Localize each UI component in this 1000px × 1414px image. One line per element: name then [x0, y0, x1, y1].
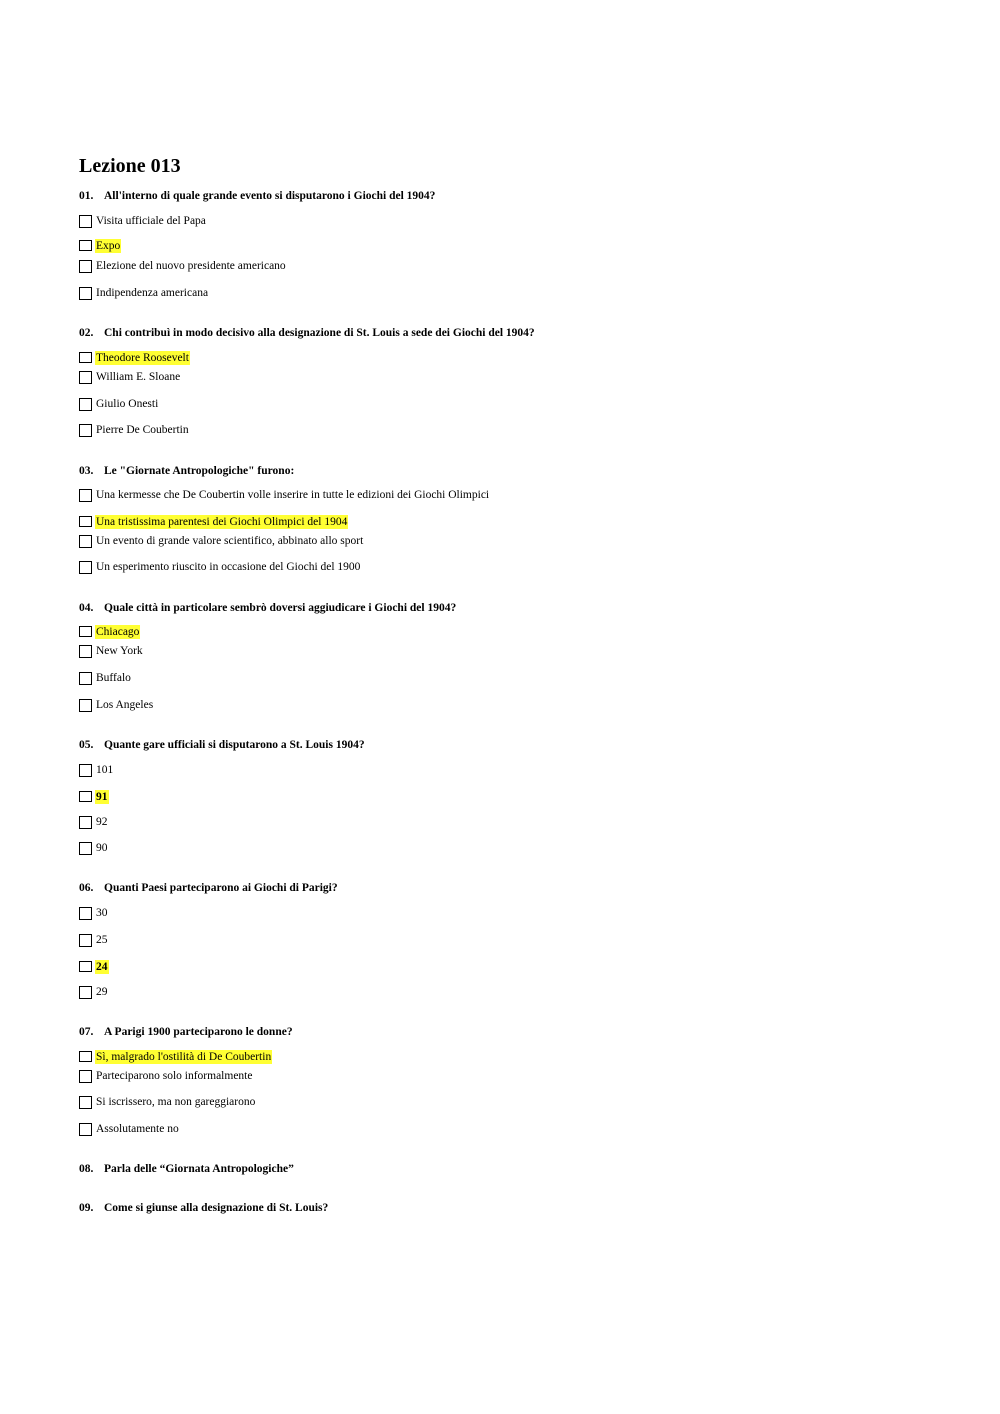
answer-option-correct[interactable] — [79, 960, 109, 976]
checkbox[interactable] — [79, 791, 92, 802]
option-label: 25 — [96, 934, 108, 946]
checkbox[interactable] — [79, 371, 92, 384]
option-label: Los Angeles — [96, 699, 154, 711]
checkbox[interactable] — [79, 961, 92, 972]
option-label: Theodore Roosevelt — [96, 352, 189, 364]
option-label: Indipendenza americana — [96, 287, 209, 299]
question-number: 05. — [79, 739, 94, 751]
question-text: Come si giunse alla designazione di St. Louis? — [104, 1202, 329, 1214]
question-06 — [79, 881, 338, 895]
option-label: Expo — [96, 240, 121, 252]
answer-option-correct[interactable] — [79, 515, 348, 531]
option-label: Buffalo — [96, 672, 131, 684]
checkbox[interactable] — [79, 516, 92, 527]
checkbox[interactable] — [79, 240, 92, 251]
checkbox[interactable] — [79, 764, 92, 777]
checkbox[interactable] — [79, 816, 92, 829]
answer-option[interactable] — [79, 985, 109, 1001]
question-05 — [79, 738, 365, 752]
page-title: Lezione 013 — [79, 155, 181, 177]
answer-option[interactable] — [79, 698, 154, 714]
answer-option[interactable] — [79, 906, 109, 922]
option-label: New York — [96, 645, 143, 657]
answer-option[interactable] — [79, 488, 490, 504]
option-label: Sì, malgrado l'ostilità di De Coubertin — [96, 1051, 272, 1063]
option-label: 30 — [96, 907, 108, 919]
checkbox[interactable] — [79, 489, 92, 502]
checkbox[interactable] — [79, 934, 92, 947]
answer-option[interactable] — [79, 370, 181, 386]
answer-option[interactable] — [79, 534, 364, 550]
option-label: Assolutamente no — [96, 1123, 179, 1135]
checkbox[interactable] — [79, 907, 92, 920]
question-number: 08. — [79, 1163, 94, 1175]
answer-option[interactable] — [79, 815, 109, 831]
question-text: Chi contribuì in modo decisivo alla designazione di St. Louis a sede dei Giochi del 1904? — [104, 327, 535, 339]
answer-option[interactable] — [79, 286, 209, 302]
checkbox[interactable] — [79, 842, 92, 855]
answer-option[interactable] — [79, 1069, 253, 1085]
answer-option-correct[interactable] — [79, 239, 121, 255]
option-label: Un esperimento riuscito in occasione del Giochi del 1900 — [96, 561, 361, 573]
question-number: 07. — [79, 1026, 94, 1038]
question-text: A Parigi 1900 parteciparono le donne? — [104, 1026, 293, 1038]
checkbox[interactable] — [79, 1096, 92, 1109]
option-label: Parteciparono solo informalmente — [96, 1070, 253, 1082]
answer-option[interactable] — [79, 671, 132, 687]
option-label: 91 — [96, 791, 108, 803]
option-label: 92 — [96, 816, 108, 828]
answer-option[interactable] — [79, 259, 287, 275]
answer-option[interactable] — [79, 560, 361, 576]
answer-option[interactable] — [79, 423, 190, 439]
checkbox[interactable] — [79, 672, 92, 685]
answer-option[interactable] — [79, 841, 109, 857]
option-label: Pierre De Coubertin — [96, 424, 189, 436]
option-label: Si iscrissero, ma non gareggiarono — [96, 1096, 256, 1108]
option-label: 101 — [96, 764, 114, 776]
question-03 — [79, 464, 294, 478]
checkbox[interactable] — [79, 215, 92, 228]
question-01 — [79, 189, 435, 203]
checkbox[interactable] — [79, 424, 92, 437]
question-text: Parla delle “Giornata Antropologiche” — [104, 1163, 294, 1175]
option-label: 90 — [96, 842, 108, 854]
question-number: 04. — [79, 602, 94, 614]
option-label: Giulio Onesti — [96, 398, 159, 410]
question-text: Quante gare ufficiali si disputarono a St. Louis 1904? — [104, 739, 365, 751]
question-number: 01. — [79, 190, 94, 202]
question-number: 06. — [79, 882, 94, 894]
question-text: Quanti Paesi parteciparono ai Giochi di Parigi? — [104, 882, 338, 894]
answer-option[interactable] — [79, 1122, 180, 1138]
question-07 — [79, 1025, 293, 1039]
question-number: 03. — [79, 465, 94, 477]
option-label: Una tristissima parentesi dei Giochi Olimpici del 1904 — [96, 516, 348, 528]
option-label: William E. Sloane — [96, 371, 181, 383]
answer-option-correct[interactable] — [79, 351, 190, 367]
question-02 — [79, 326, 535, 340]
option-label: Elezione del nuovo presidente americano — [96, 260, 286, 272]
question-number: 02. — [79, 327, 94, 339]
question-09 — [79, 1201, 328, 1215]
answer-option[interactable] — [79, 1095, 256, 1111]
option-label: Una kermesse che De Coubertin volle inserire in tutte le edizioni dei Giochi Olimpici — [96, 489, 490, 501]
question-number: 09. — [79, 1202, 94, 1214]
checkbox[interactable] — [79, 1123, 92, 1136]
option-label: 29 — [96, 986, 108, 998]
answer-option[interactable] — [79, 933, 109, 949]
checkbox[interactable] — [79, 699, 92, 712]
checkbox[interactable] — [79, 645, 92, 658]
checkbox[interactable] — [79, 287, 92, 300]
option-label: Visita ufficiale del Papa — [96, 215, 206, 227]
answer-option[interactable] — [79, 397, 159, 413]
answer-option[interactable] — [79, 644, 144, 660]
checkbox[interactable] — [79, 561, 92, 574]
checkbox[interactable] — [79, 535, 92, 548]
answer-option[interactable] — [79, 214, 207, 230]
option-label: Chiacago — [96, 626, 140, 638]
option-label: 24 — [96, 961, 108, 973]
option-label: Un evento di grande valore scientifico, abbinato allo sport — [96, 535, 364, 547]
checkbox[interactable] — [79, 626, 92, 637]
checkbox[interactable] — [79, 1070, 92, 1083]
checkbox[interactable] — [79, 398, 92, 411]
checkbox[interactable] — [79, 352, 92, 363]
answer-option-correct[interactable] — [79, 790, 109, 806]
question-04 — [79, 601, 456, 615]
answer-option-correct[interactable] — [79, 625, 140, 641]
question-text: Quale città in particolare sembrò doversi aggiudicare i Giochi del 1904? — [104, 602, 457, 614]
answer-option[interactable] — [79, 763, 114, 779]
checkbox[interactable] — [79, 260, 92, 273]
question-text: All'interno di quale grande evento si disputarono i Giochi del 1904? — [104, 190, 436, 202]
checkbox[interactable] — [79, 1051, 92, 1062]
question-text: Le "Giornate Antropologiche" furono: — [104, 465, 295, 477]
checkbox[interactable] — [79, 986, 92, 999]
answer-option-correct[interactable] — [79, 1050, 272, 1066]
question-08 — [79, 1162, 294, 1176]
